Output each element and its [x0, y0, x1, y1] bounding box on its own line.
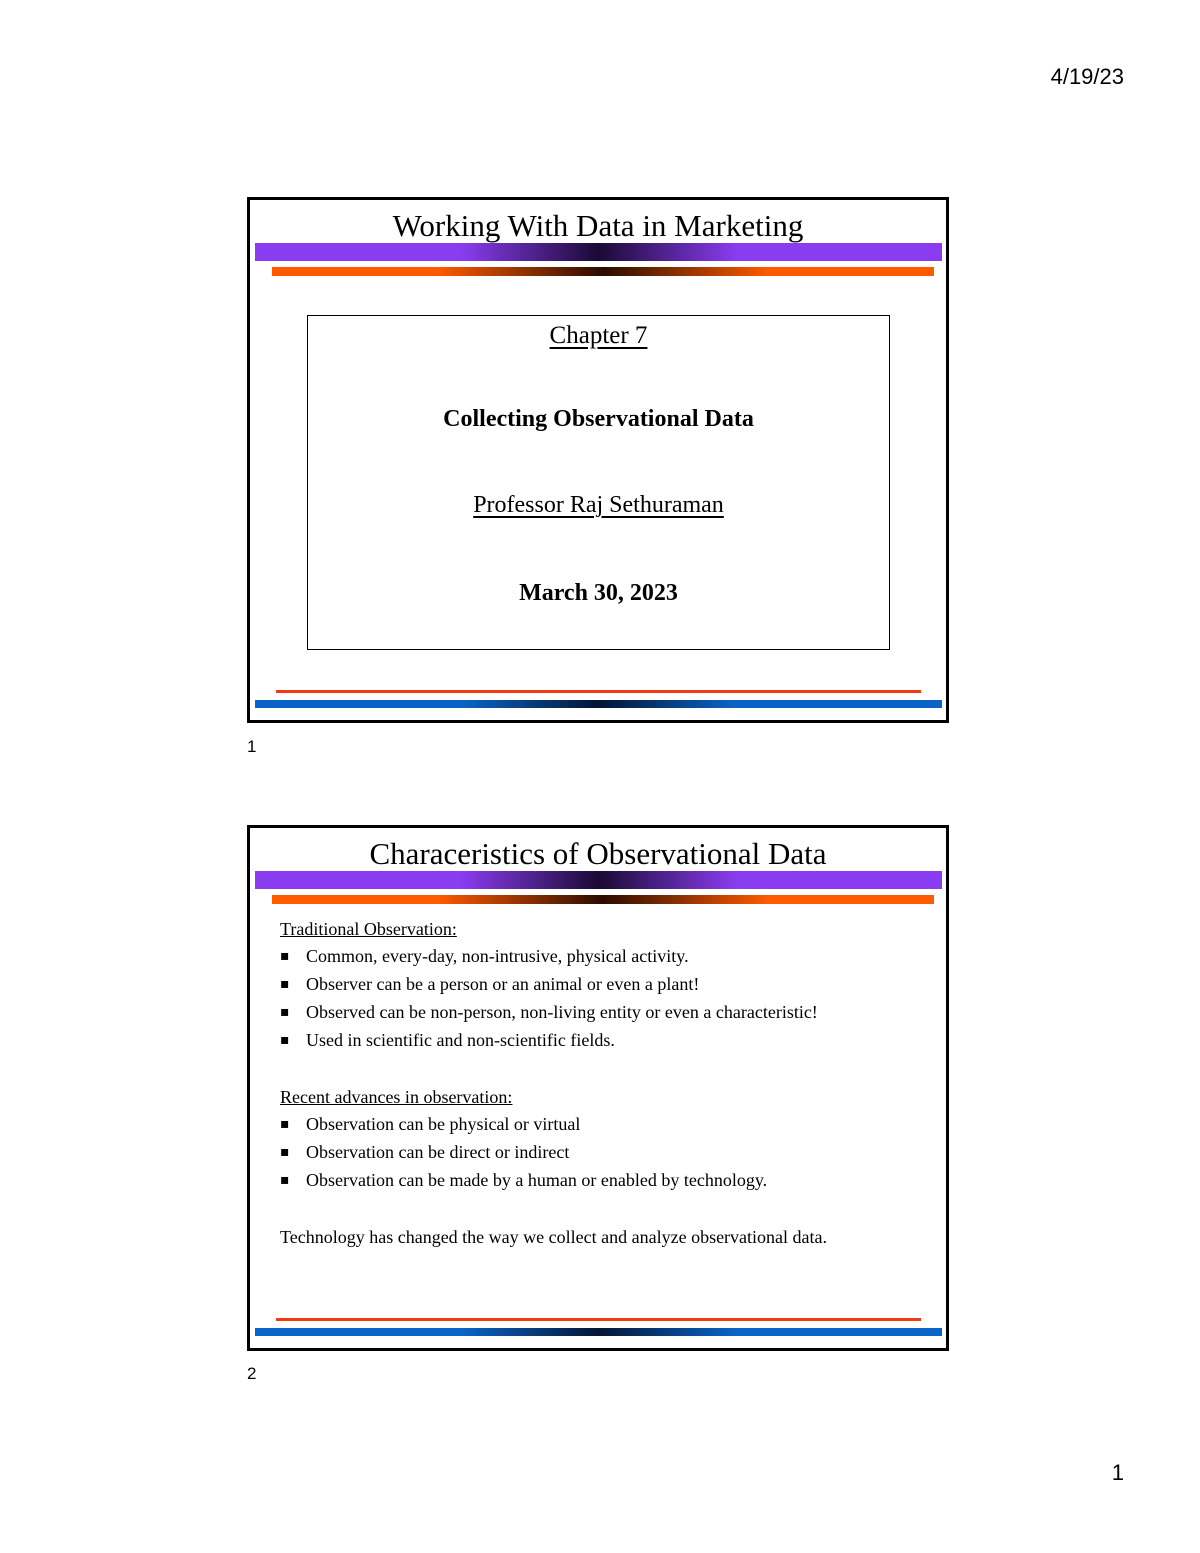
orange-gradient-bar — [272, 895, 934, 904]
slide-title: Working With Data in Marketing — [392, 208, 804, 243]
purple-gradient-bar — [255, 871, 942, 889]
orange-gradient-bar — [272, 267, 934, 276]
slide-number-2: 2 — [247, 1364, 257, 1383]
chapter-subject: Collecting Observational Data — [443, 406, 754, 432]
section-heading-traditional: Traditional Observation: — [280, 919, 457, 939]
chapter-label: Chapter 7 — [549, 322, 648, 349]
slide-content — [280, 916, 926, 1250]
blue-gradient-bar — [255, 1328, 942, 1336]
slide-2 — [247, 825, 949, 1351]
slide-title: Characeristics of Observational Data — [369, 836, 827, 871]
lecture-date: March 30, 2023 — [519, 580, 678, 606]
list-item: ▪ Observation can be direct or indirect — [280, 1138, 926, 1166]
title-box — [307, 315, 890, 650]
list-item: ▪ Used in scientific and non-scientific fields. — [280, 1026, 926, 1054]
list-item: ▪ Observed can be non-person, non-living entity or even a characteristic! — [280, 998, 926, 1026]
page-number: 1 — [1111, 1460, 1124, 1485]
closing-statement: Technology has changed the way we collect and analyze observational data. — [280, 1227, 828, 1247]
traditional-bullet-list — [280, 942, 926, 1054]
red-divider-line — [276, 1318, 921, 1321]
list-item: ▪ Common, every-day, non-intrusive, physical activity. — [280, 942, 926, 970]
recent-bullet-list — [280, 1110, 926, 1194]
red-divider-line — [276, 690, 921, 693]
blue-gradient-bar — [255, 700, 942, 708]
slide-number-1: 1 — [247, 737, 257, 756]
list-item: ▪ Observation can be made by a human or enabled by technology. — [280, 1166, 926, 1194]
purple-gradient-bar — [255, 243, 942, 261]
list-item: ▪ Observer can be a person or an animal or even a plant! — [280, 970, 926, 998]
professor-name: Professor Raj Sethuraman — [473, 492, 724, 518]
section-heading-recent: Recent advances in observation: — [280, 1087, 513, 1107]
page-date: 4/19/23 — [1050, 64, 1124, 89]
list-item: ▪ Observation can be physical or virtual — [280, 1110, 926, 1138]
slide-1 — [247, 197, 949, 723]
